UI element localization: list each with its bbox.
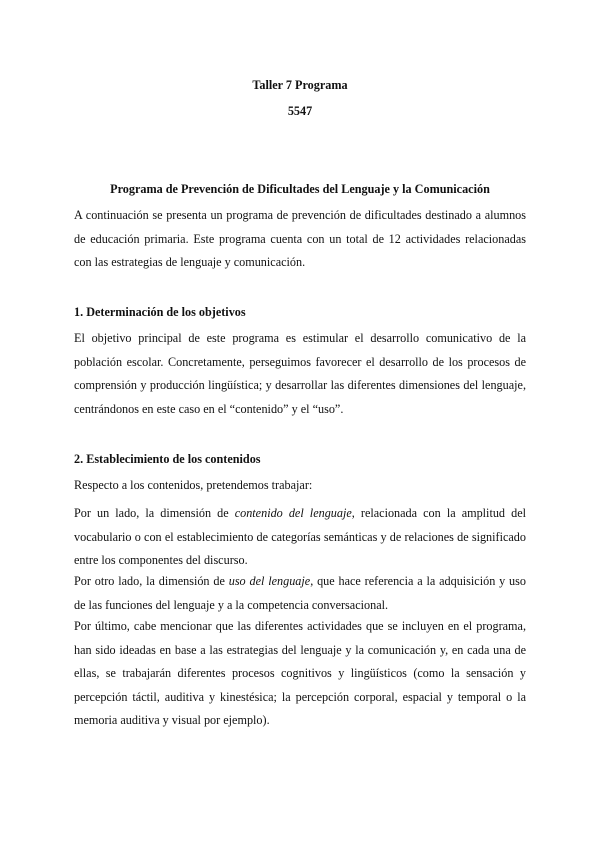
content-dimension-text-1: Por un lado, la dimensión de [74, 506, 235, 520]
document-title: Programa de Prevención de Dificultades del Lenguaje y la Comunicación [110, 182, 490, 196]
use-dimension-term: uso del lenguaje [228, 574, 311, 588]
use-dimension-text-2: , que hace referencia a la adquisición y uso de las funciones del lenguaje y a la competencia conversacional. [74, 574, 526, 612]
section2-heading: 2. Establecimiento de los contenidos [74, 452, 261, 466]
content-dimension-term: contenido del lenguaje [234, 506, 352, 520]
header-code: 5547 [287, 104, 313, 118]
section1-paragraph: El objetivo principal de este programa es estimular el desarrollo comunicativo de la población escolar. Concretamente, perseguimos favorecer el desarrollo de los procesos de comprensión y producción lingüística; y desarrollar las diferentes dimensiones del lenguaje, centrándonos en este caso en el “contenido” y el “uso”. [74, 331, 526, 416]
section2-intro: Respecto a los contenidos, pretendemos trabajar: [74, 478, 313, 492]
content-dimension-text-2: , relacionada con la amplitud del vocabulario o con el establecimiento de categorías semánticas y de relaciones de significado entre los componentes del discurso. [74, 506, 526, 567]
content-dimension-paragraph [74, 502, 526, 573]
header-title: Taller 7 Programa [252, 78, 348, 92]
use-dimension-text-1: Por otro lado, la dimensión de [74, 574, 229, 588]
use-dimension-paragraph [74, 570, 526, 617]
intro-paragraph: A continuación se presenta un programa de prevención de dificultades destinado a alumnos de educación primaria. Este programa cuenta con un total de 12 actividades relacionadas con las estrategias de lenguaje y comunicación. [74, 208, 526, 269]
section1-heading: 1. Determinación de los objetivos [74, 305, 246, 319]
closing-paragraph: Por último, cabe mencionar que las diferentes actividades que se incluyen en el programa, han sido ideadas en base a las estrategias del lenguaje y la comunicación y, en cada una de ellas, se trabajarán diferentes procesos cognitivos y lingüísticos (como la sensación y percepción táctil, auditiva y kinestésica; la percepción corporal, espacial y temporal o la memoria auditiva y visual por ejemplo). [74, 619, 526, 727]
